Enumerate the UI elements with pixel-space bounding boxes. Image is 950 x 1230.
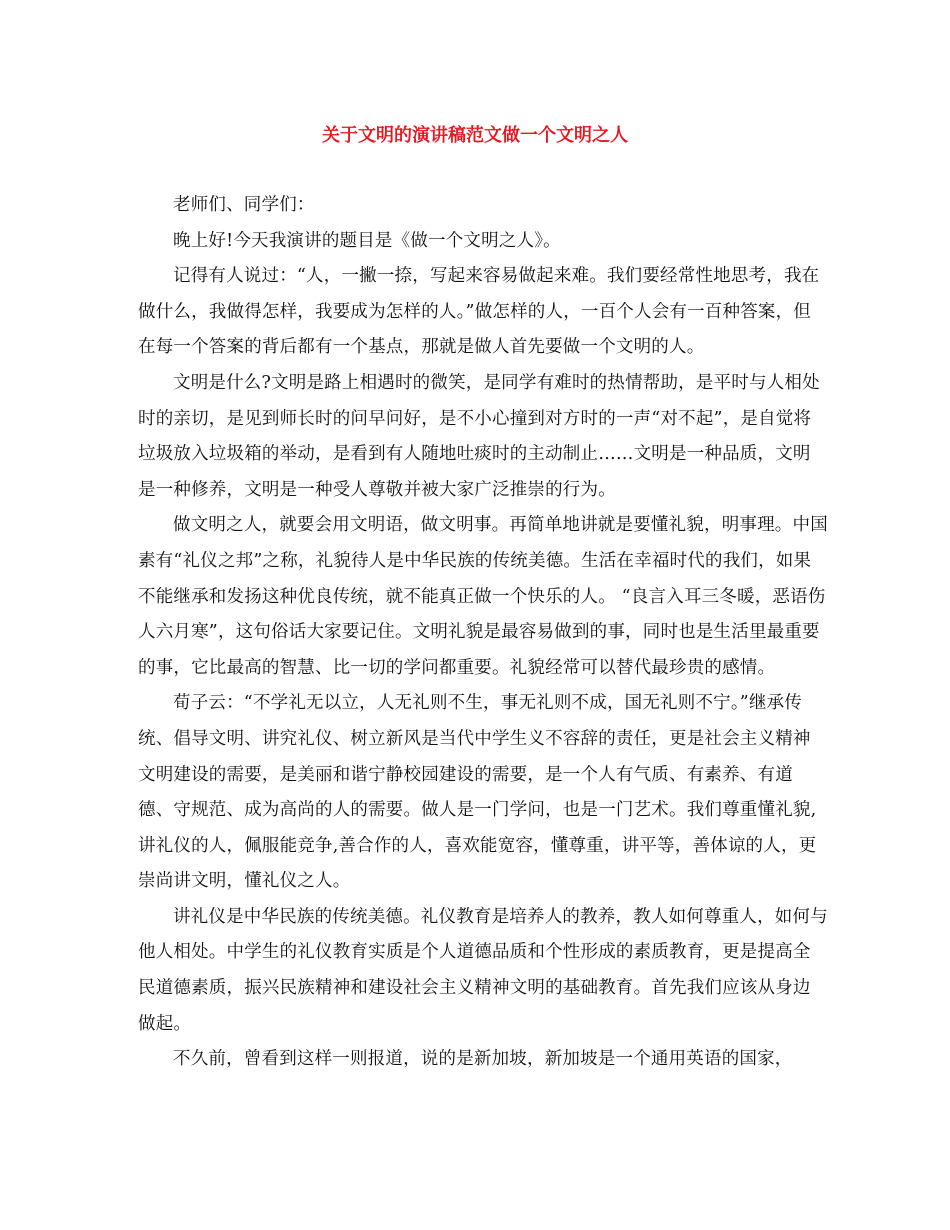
paragraph: 记得有人说过：“人，一撇一捺，写起来容易做起来难。我们要经常性地思考，我在做什么，我做得怎样，我要成为怎样的人。”做怎样的人，一百个人会有一百种答案，但在每一个答案的背后都有一个基点，那就是做人首先要做一个文明的人。 (138, 266, 820, 358)
paragraph: 做文明之人，就要会用文明语，做文明事。再简单地讲就是要懂礼貌，明事理。中国素有“礼仪之邦”之称，礼貌待人是中华民族的传统美德。生活在幸福时代的我们，如果不能继承和发扬这种优良传统，就不能真正做一个快乐的人。 “良言入耳三冬暖，恶语伤人六月寒”，这句俗话大家要记住。文明礼貌是最容易做到的事，同时也是生活里最重要的事，它比最高的智慧、比一切的学问都重要。礼貌经常可以替代最珍贵的感情。 (138, 515, 828, 678)
paragraph: 荀子云：“不学礼无以立，人无礼则不生，事无礼则不成，国无礼则不宁。”继承传统、倡导文明、讲究礼仪、树立新风是当代中学生义不容辞的责任，更是社会主义精神文明建设的需要，是美丽和谐宁静校园建设的需要，是一个人有气质、有素养、有道德、守规范、成为高尚的人的需要。做人是一门学问，也是一门艺术。我们尊重懂礼貌,讲礼仪的人，佩服能竞争,善合作的人，喜欢能宽容，懂尊重，讲平等，善体谅的人，更崇尚讲文明，懂礼仪之人。 (138, 693, 817, 892)
document-body (138, 188, 828, 1078)
paragraph: 不久前，曾看到这样一则报道，说的是新加坡，新加坡是一个通用英语的国家， (173, 1049, 793, 1070)
paragraph-opening: 晚上好!今天我演讲的题目是《做一个文明之人》。 (173, 230, 561, 251)
paragraph: 讲礼仪是中华民族的传统美德。礼仪教育是培养人的教养，教人如何尊重人，如何与他人相处。中学生的礼仪教育实质是个人道德品质和个性形成的素质教育，更是提高全民道德素质，振兴民族精神和建设社会主义精神文明的基础教育。首先我们应该从身边做起。 (138, 906, 828, 1034)
paragraph: 文明是什么?文明是路上相遇时的微笑，是同学有难时的热情帮助，是平时与人相处时的亲切，是见到师长时的问早问好，是不小心撞到对方时的一声“对不起”，是自觉将垃圾放入垃圾箱的举动，是看到有人随地吐痰时的主动制止……文明是一种品质，文明是一种修养，文明是一种受人尊敬并被大家广泛推崇的行为。 (138, 372, 820, 500)
document-title: 关于文明的演讲稿范文做一个文明之人 (322, 125, 628, 146)
paragraph-greeting: 老师们、同学们： (173, 195, 315, 215)
